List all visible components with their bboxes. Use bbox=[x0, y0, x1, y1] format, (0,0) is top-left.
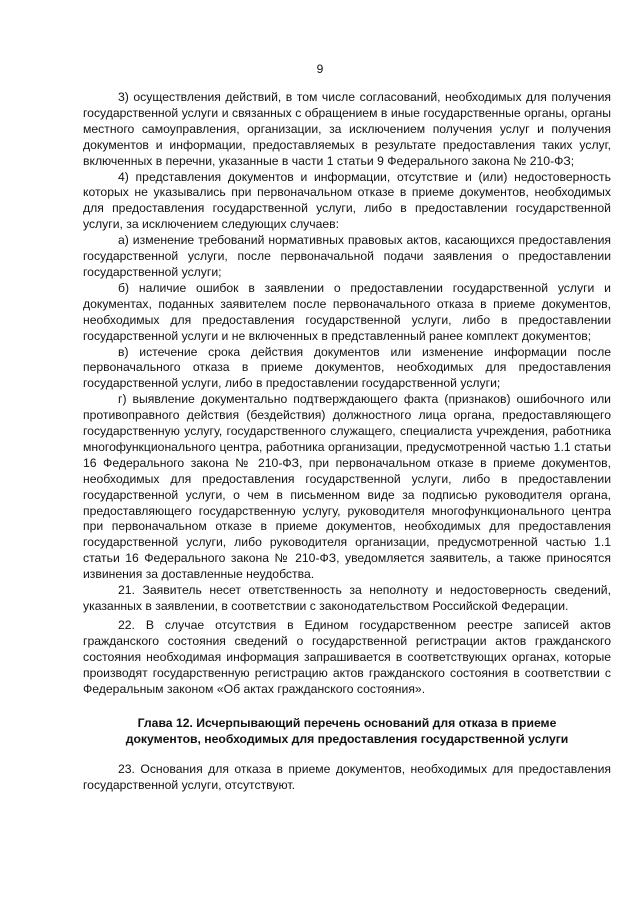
chapter-heading-line-1: Глава 12. Исчерпывающий перечень оснований для отказа в приеме bbox=[137, 716, 557, 731]
document-body bbox=[83, 90, 611, 794]
subparagraph-g: г) выявление документально подтверждающего факта (признаков) ошибочного или противоправного действия (бездействия) должностного лица органа, предоставляющего государственную услугу, государственного служащего, специалиста учреждения, работника многофункционального центра, работника организации, предусмотренной частью 1.1 статьи 16 Федерального закона № 210-ФЗ, при первоначальном отказе в приеме документов, необходимых для предоставления государственной услуги, либо в предоставлении государственной услуги, о чем в письменном виде за подписью руководителя органа, предоставляющего государственную услугу, руководителя многофункционального центра при первоначальном отказе в приеме документов, необходимых для предоставления государственной услуги, либо руководителя организации, предусмотренной частью 1.1 статьи 16 Федерального закона № 210-ФЗ, уведомляется заявитель, а также приносятся извинения за доставленные неудобства. bbox=[83, 392, 611, 582]
paragraph-22: 22. В случае отсутствия в Едином государственном реестре записей актов гражданского состояния сведений о государственной регистрации актов гражданского состояния необходимая информация запрашивается в соответствующих органах, которые производят государственную регистрацию актов гражданского состояния в соответствии с Федеральным законом «Об актах гражданского состояния». bbox=[83, 617, 611, 696]
paragraph-21: 21. Заявитель несет ответственность за неполноту и недостоверность сведений, указанных в заявлении, в соответствии с законодательством Российской Федерации. bbox=[83, 583, 611, 613]
paragraph-item-3: 3) осуществления действий, в том числе согласований, необходимых для получения государственной услуги и связанных с обращением в иные государственные органы, органы местного самоуправления, организации, за исключением получения услуг и получения документов и информации, предоставляемых в результате предоставления таких услуг, включенных в перечни, указанные в части 1 статьи 9 Федерального закона № 210-ФЗ; bbox=[83, 90, 611, 168]
chapter-heading-line-2: документов, необходимых для предоставления государственной услуги bbox=[125, 732, 569, 747]
subparagraph-v: в) истечение срока действия документов или изменение информации после первоначального отказа в приеме документов, необходимых для предоставления государственной услуги, либо в предоставлении государственной услуги; bbox=[83, 344, 611, 391]
chapter-heading bbox=[83, 715, 611, 747]
subparagraph-a: а) изменение требований нормативных правовых актов, касающихся предоставления государственной услуги, после первоначальной подачи заявления о предоставлении государственной услуги; bbox=[83, 233, 611, 279]
subparagraph-b: б) наличие ошибок в заявлении о предоставлении государственной услуги и документах, поданных заявителем после первоначального отказа в приеме документов, необходимых для предоставления государственной услуги, либо в предоставлении государственной услуги и не включенных в представленный ранее комплект документов; bbox=[83, 280, 611, 343]
paragraph-item-4: 4) представления документов и информации, отсутствие и (или) недостоверность которых не указывались при первоначальном отказе в приеме документов, необходимых для предоставления государственной услуги, либо в предоставлении государственной услуги, за исключением следующих случаев: bbox=[83, 169, 611, 232]
paragraph-23: 23. Основания для отказа в приеме документов, необходимых для предоставления государственной услуги, отсутствуют. bbox=[83, 762, 611, 793]
page-number: 9 bbox=[316, 62, 324, 76]
